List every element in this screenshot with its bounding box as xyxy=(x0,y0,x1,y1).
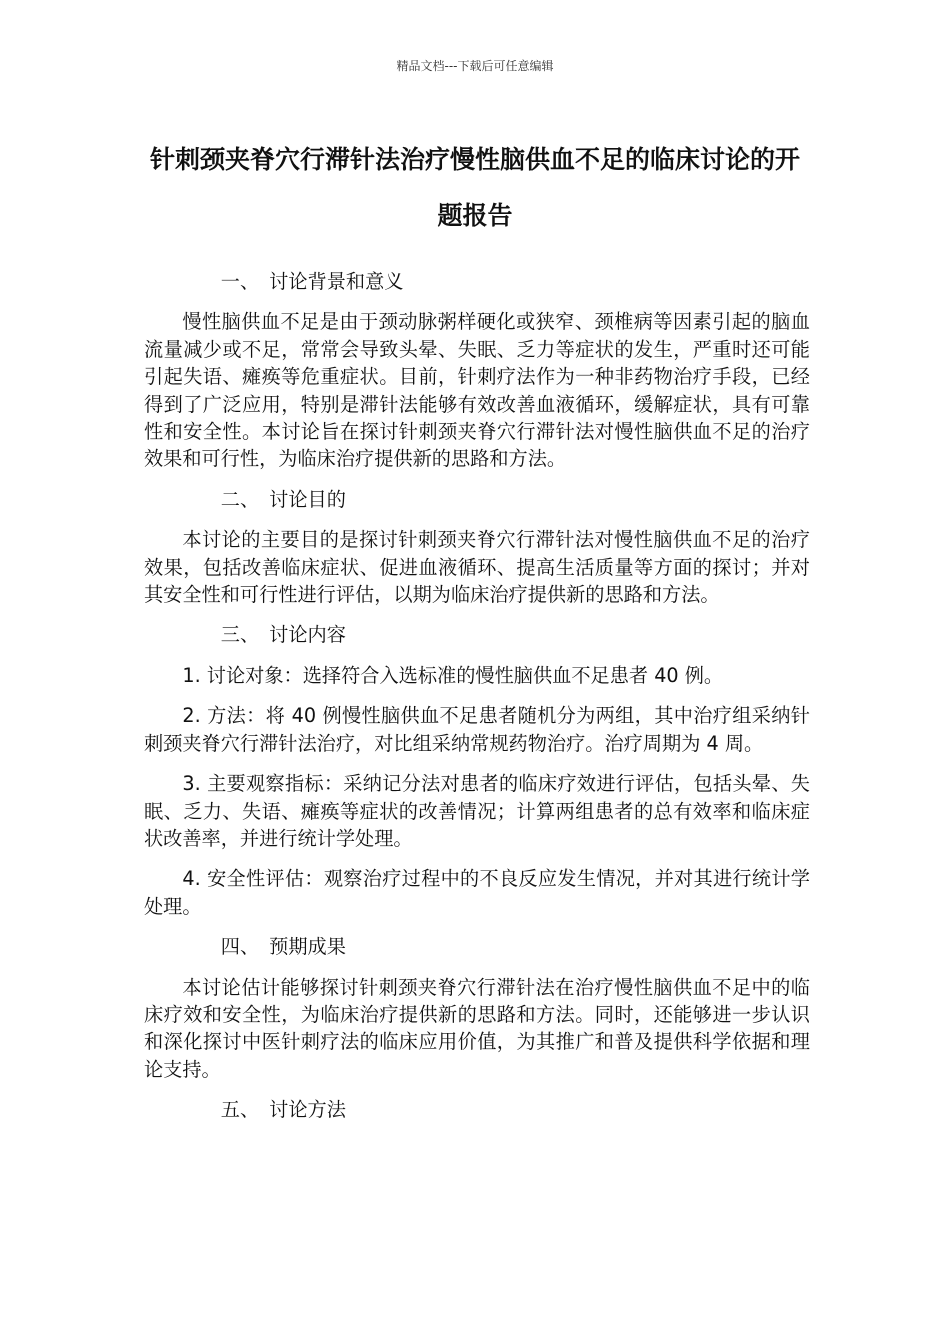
content-item-subjects: 1. 讨论对象：选择符合入选标准的慢性脑供血不足患者 40 例。 xyxy=(182,663,724,687)
section-heading-purpose xyxy=(144,486,810,513)
section-number: 五、 xyxy=(220,1098,260,1122)
section-number: 三、 xyxy=(220,623,260,647)
paragraph-background: 慢性脑供血不足是由于颈动脉粥样硬化或狭窄、颈椎病等因素引起的脑血流量减少或不足，常常会导致头晕、失眠、乏力等症状的发生，严重时还可能引起失语、瘫痪等危重症状。目前，针刺疗法作为一种非药物治疗手段，已经得到了广泛应用，特别是滞针法能够有效改善血液循环，缓解症状，具有可靠性和安全性。本讨论旨在探讨针刺颈夹脊穴行滞针法对慢性脑供血不足的治疗效果和可行性，为临床治疗提供新的思路和方法。 xyxy=(144,310,810,471)
content-item-method: 2. 方法：将 40 例慢性脑供血不足患者随机分为两组，其中治疗组采纳针刺颈夹脊穴行滞针法治疗，对比组采纳常规药物治疗。治疗周期为 4 周。 xyxy=(144,704,810,755)
document-body xyxy=(144,268,810,1137)
section-heading-methods xyxy=(144,1096,810,1123)
section-title: 讨论内容 xyxy=(269,623,346,647)
section-heading-expected-results xyxy=(144,933,810,960)
section-number: 一、 xyxy=(220,270,260,293)
section-heading-content xyxy=(144,621,810,648)
section-title: 讨论目的 xyxy=(269,487,346,511)
paragraph-expected-results: 本讨论估计能够探讨针刺颈夹脊穴行滞针法在治疗慢性脑供血不足中的临床疗效和安全性，为临床治疗提供新的思路和方法。同时，还能够进一步认识和深化探讨中医针刺疗法的临床应用价值，为其推广和普及提供科学依据和理论支持。 xyxy=(144,975,810,1081)
section-number: 四、 xyxy=(220,935,260,959)
section-title: 预期成果 xyxy=(269,935,346,959)
section-title: 讨论背景和意义 xyxy=(269,270,404,293)
paragraph-purpose: 本讨论的主要目的是探讨针刺颈夹脊穴行滞针法对慢性脑供血不足的治疗效果，包括改善临床症状、促进血液循环、提高生活质量等方面的探讨；并对其安全性和可行性进行评估，以期为临床治疗提供新的思路和方法。 xyxy=(144,528,810,607)
content-item-indicators: 3. 主要观察指标：采纳记分法对患者的临床疗效进行评估，包括头晕、失眠、乏力、失语、瘫痪等症状的改善情况；计算两组患者的总有效率和临床症状改善率，并进行统计学处理。 xyxy=(144,772,810,850)
content-item-safety: 4. 安全性评估：观察治疗过程中的不良反应发生情况，并对其进行统计学处理。 xyxy=(144,867,810,918)
section-heading-background xyxy=(144,268,810,295)
header-note: 精品文档---下载后可任意编辑 xyxy=(396,59,554,73)
page-title: 针刺颈夹脊穴行滞针法治疗慢性脑供血不足的临床讨论的开题报告 xyxy=(149,145,800,230)
section-title: 讨论方法 xyxy=(269,1098,346,1122)
section-number: 二、 xyxy=(220,487,260,511)
